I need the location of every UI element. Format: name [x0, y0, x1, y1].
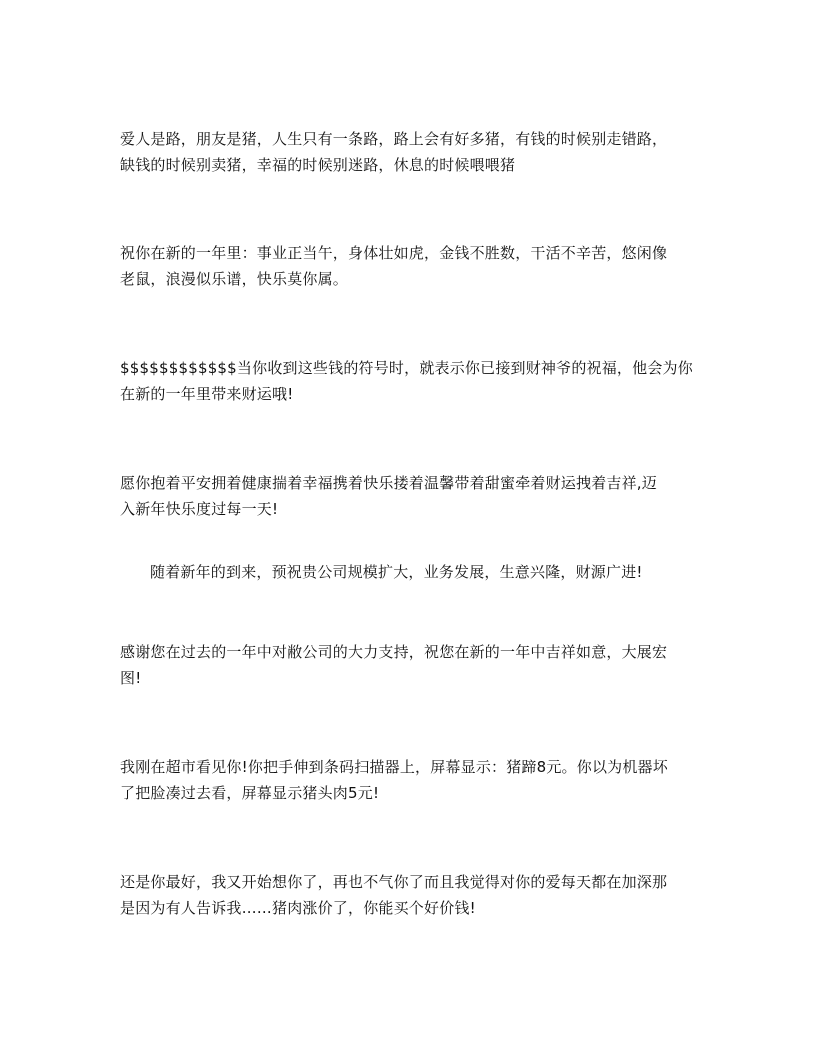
paragraph-company-wish	[150, 559, 730, 585]
paragraph-line: 祝你在新的一年里：事业正当午，身体壮如虎，金钱不胜数，干活不辛苦，悠闲像	[120, 244, 668, 262]
paragraph-supermarket-joke	[120, 754, 700, 806]
paragraph-line: 还是你最好，我又开始想你了，再也不气你了而且我觉得对你的爱每天都在加深那	[120, 873, 668, 891]
paragraph-pork-price-joke	[120, 869, 700, 921]
paragraph-new-year-wishes	[120, 240, 700, 292]
paragraph-line: 缺钱的时候别卖猪，幸福的时候别迷路，休息的时候喂喂猪	[120, 156, 516, 174]
paragraph-blessings	[120, 470, 700, 522]
paragraph-thanks	[120, 639, 700, 691]
paragraph-line: 感谢您在过去的一年中对敝公司的大力支持，祝您在新的一年中吉祥如意，大展宏	[120, 643, 668, 661]
paragraph-line: 图!	[120, 669, 142, 687]
paragraph-line: $$$$$$$$$$$$当你收到这些钱的符号时，就表示你已接到财神爷的祝福，他会为你	[120, 359, 693, 377]
paragraph-money-symbols	[120, 355, 700, 407]
paragraph-line: 入新年快乐度过每一天!	[120, 500, 279, 518]
paragraph-line: 了把脸凑过去看，屏幕显示猪头肉5元!	[120, 784, 380, 802]
paragraph-line: 老鼠，浪漫似乐谱，快乐莫你属。	[120, 270, 349, 288]
paragraph-line: 爱人是路，朋友是猪，人生只有一条路，路上会有好多猪，有钱的时候别走错路，	[120, 130, 668, 148]
paragraph-line: 是因为有人告诉我……猪肉涨价了，你能买个好价钱!	[120, 899, 476, 917]
paragraph-line: 愿你抱着平安拥着健康揣着幸福携着快乐搂着温馨带着甜蜜牵着财运拽着吉祥,迈	[120, 474, 657, 492]
paragraph-line: 在新的一年里带来财运哦!	[120, 385, 294, 403]
paragraph-line: 我刚在超市看见你!你把手伸到条码扫描器上，屏幕显示：猪蹄8元。你以为机器坏	[120, 758, 668, 776]
paragraph-line: 随着新年的到来，预祝贵公司规模扩大，业务发展，生意兴隆，财源广进!	[150, 563, 643, 581]
paragraph-pig-road	[120, 126, 700, 178]
